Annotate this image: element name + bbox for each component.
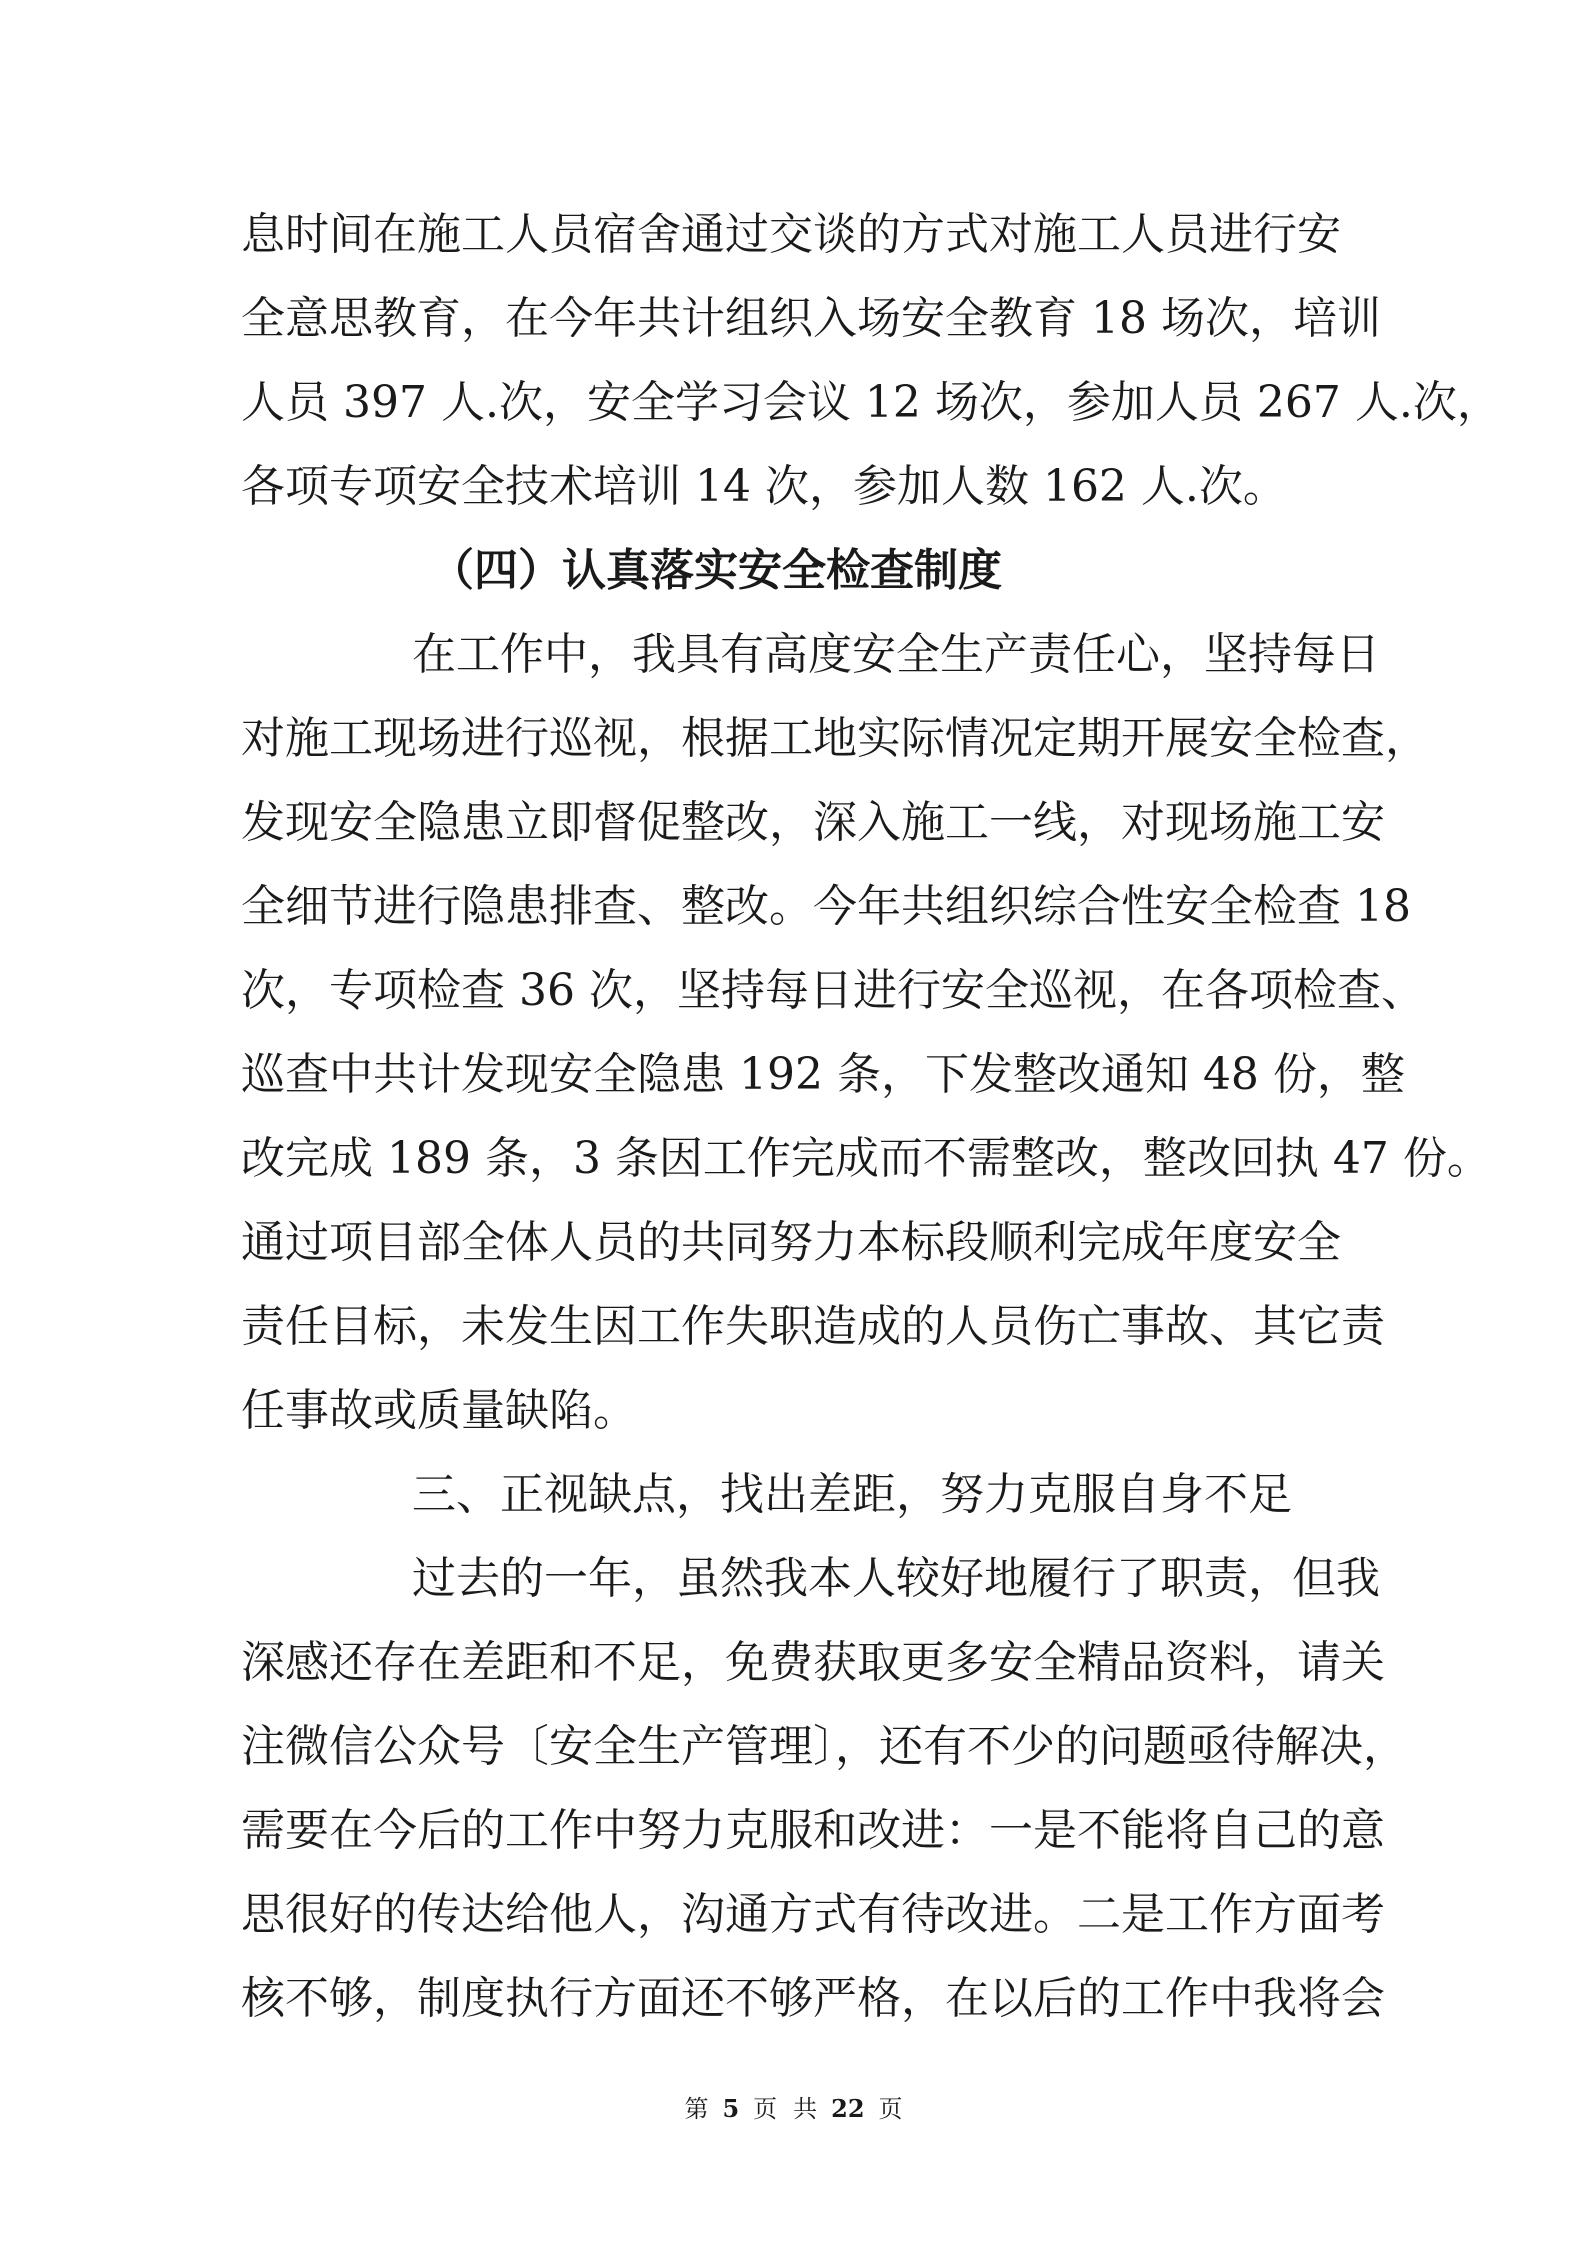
body-text-line: 发现安全隐患立即督促整改，深入施工一线，对现场施工安 [241, 797, 1385, 848]
footer-suffix: 页 [878, 2095, 903, 2123]
body-text-line: 注微信公众号〔安全生产管理〕，还有不少的问题亟待解决， [241, 1721, 1407, 1772]
body-text-line: 需要在今后的工作中努力克服和改进：一是不能将自己的意 [241, 1805, 1385, 1856]
body-text-line: 全意思教育，在今年共计组织入场安全教育 18 场次，培训 [241, 293, 1381, 344]
body-text-line: 改完成 189 条，3 条因工作完成而不需整改，整改回执 47 份。 [241, 1133, 1491, 1184]
body-text-line: 人员 397 人.次，安全学习会议 12 场次，参加人员 267 人.次， [241, 377, 1501, 428]
section-heading: 三、正视缺点，找出差距，努力克服自身不足 [412, 1469, 1292, 1520]
footer-total-word: 共 [793, 2095, 818, 2123]
page-footer [0, 2093, 1587, 2125]
footer-page-word: 页 [753, 2095, 778, 2123]
section-heading: （四）认真落实安全检查制度 [430, 545, 1002, 596]
paragraph-first-line: 在工作中，我具有高度安全生产责任心，坚持每日 [412, 629, 1380, 680]
body-text-line: 任事故或质量缺陷。 [241, 1385, 637, 1436]
footer-prefix: 第 [684, 2095, 709, 2123]
body-text-line: 全细节进行隐患排查、整改。今年共组织综合性安全检查 18 [241, 881, 1411, 932]
body-text-line: 核不够，制度执行方面还不够严格，在以后的工作中我将会 [241, 1973, 1385, 2024]
body-text-line: 巡查中共计发现安全隐患 192 条，下发整改通知 48 份，整 [241, 1049, 1405, 1100]
total-pages-number: 22 [831, 2094, 865, 2123]
body-text-line: 息时间在施工人员宿舍通过交谈的方式对施工人员进行安 [241, 209, 1341, 260]
current-page-number: 5 [722, 2094, 740, 2123]
body-text-line: 次，专项检查 36 次，坚持每日进行安全巡视，在各项检查、 [241, 965, 1425, 1016]
body-text-line: 深感还存在差距和不足，免费获取更多安全精品资料，请关 [241, 1637, 1385, 1688]
body-text-line: 各项专项安全技术培训 14 次，参加人数 162 人.次。 [241, 461, 1287, 512]
body-text-line: 思很好的传达给他人，沟通方式有待改进。二是工作方面考 [241, 1889, 1385, 1940]
body-text-line: 责任目标，未发生因工作失职造成的人员伤亡事故、其它责 [241, 1301, 1385, 1352]
body-text-line: 通过项目部全体人员的共同努力本标段顺利完成年度安全 [241, 1217, 1341, 1268]
paragraph-first-line: 过去的一年，虽然我本人较好地履行了职责，但我 [412, 1553, 1380, 1604]
body-text-line: 对施工现场进行巡视，根据工地实际情况定期开展安全检查， [241, 713, 1429, 764]
